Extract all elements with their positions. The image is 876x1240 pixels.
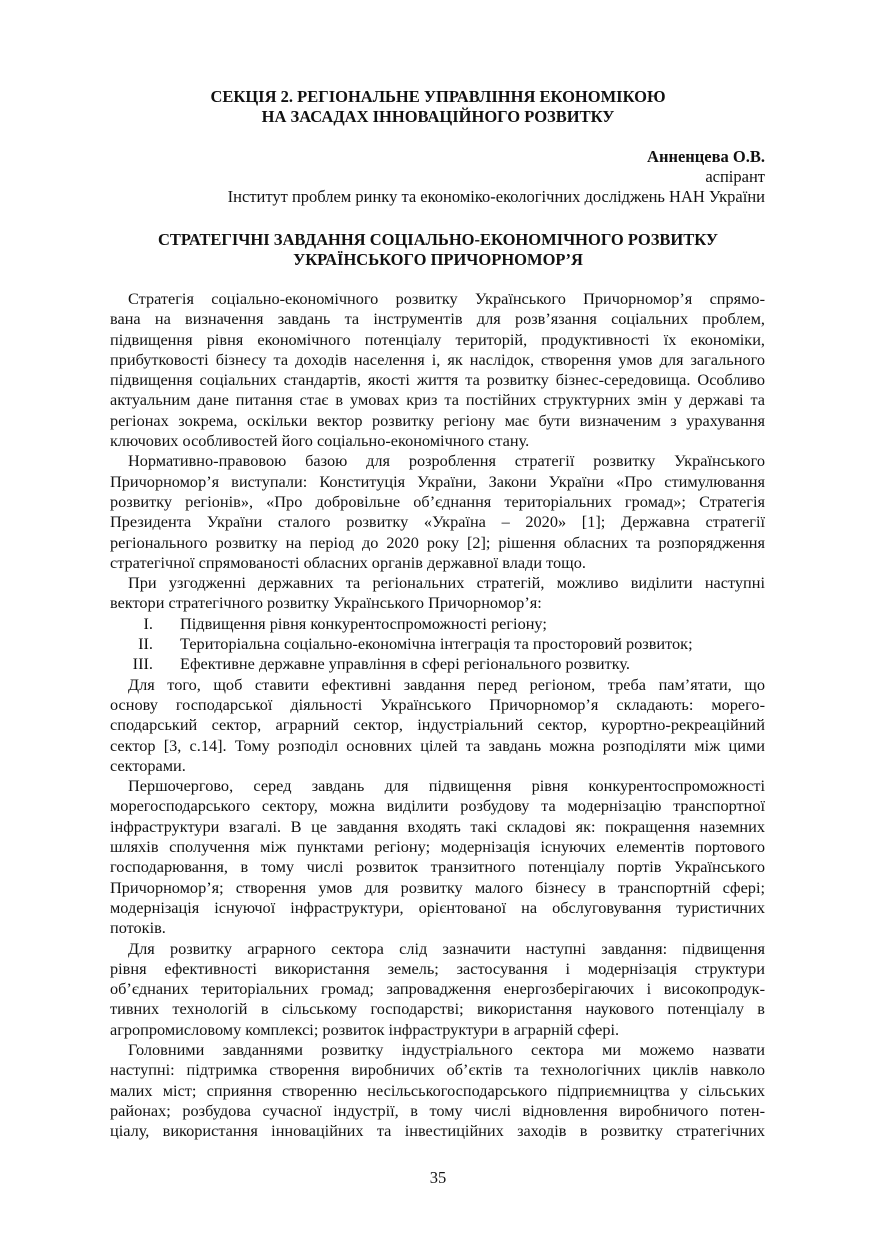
paragraph-line: вана на визначення завдань та інструментів для розв’язання соціальних проблем, [110,309,765,329]
article-title-line-1: СТРАТЕГІЧНІ ЗАВДАННЯ СОЦІАЛЬНО-ЕКОНОМІЧНОГО РОЗВИТКУ [157,230,719,249]
paragraph-line: секторами. [110,755,186,775]
paragraph-line: морегосподарського сектору, можна виділити розбудову та модернізацію транспортної [110,796,765,816]
list-item-text: Ефективне державне управління в сфері регіонального розвитку. [180,654,630,674]
list-item-number: II. [138,634,153,654]
section-title-line-2: НА ЗАСАДАХ ІННОВАЦІЙНОГО РОЗВИТКУ [261,107,615,126]
list-item-number: I. [143,613,153,633]
paragraph-line: Причорномор’я виступали: Конституція України, Закони України «Про стимулювання [110,471,765,491]
paragraph-line: рівня ефективності використання земель; застосування і модернізація структури [110,958,765,978]
list-item-text: Підвищення рівня конкурентоспроможності регіону; [180,613,547,633]
list-item [110,654,765,674]
paragraph-line: Головними завданнями розвитку індустріального сектора ми можемо назвати [128,1039,765,1059]
paragraph-line: ціалу, використання інноваційних та інвестиційних заходів в розвитку стратегічних [110,1121,765,1141]
author-name: Анненцева О.В. [647,147,765,166]
list-item [110,634,765,654]
paragraph-line: агропромисловому комплексі; розвиток інфраструктури в аграрній сфері. [110,1019,620,1039]
paragraph-line: прибутковості бізнесу та доходів населення і, як наслідок, створення умов для загального [110,349,765,369]
paragraph-line: Для того, щоб ставити ефективні завдання перед регіоном, треба пам’ятати, що [128,674,765,694]
paragraph-line: вектори стратегічного розвитку Українського Причорномор’я: [110,593,542,613]
paragraph-line: малих міст; сприяння створенню несільськогосподарського підприємництва у сільських [110,1080,765,1100]
paragraph-line: регіонах зокрема, оскільки вектор розвитку регіону має бути визначеним з урахування [110,410,765,430]
paragraph-line: потоків. [110,918,166,938]
paragraph-line: наступні: підтримка створення виробничих об’єктів та технологічних циклів навколо [110,1060,765,1080]
paragraph-line: тивних технологій в сільському господарстві; використання наукового потенціалу в [110,999,765,1019]
paragraph-line: Першочергово, серед завдань для підвищення рівня конкурентоспроможності [128,776,765,796]
paragraph-line: Для розвитку аграрного сектора слід зазначити наступні завдання: підвищення [128,938,765,958]
article-body [110,289,765,1141]
paragraph-line: сподарський сектор, аграрний сектор, індустріальний сектор, курортно-рекреаційний [110,715,765,735]
paragraph-line: Президента України сталого розвитку «Україна – 2020» [1]; Державна стратегії [110,512,765,532]
paragraph-line: актуальним дане питання стає в умовах криз та постійних структурних змін у державі та [110,390,765,410]
paragraph-line: Причорномор’я; створення умов для розвитку малого бізнесу в транспортній сфері; [110,877,765,897]
list-item-text: Територіальна соціально-економічна інтеграція та просторовий розвиток; [180,634,693,654]
paragraph-line: регіонального розвитку на період до 2020 року [2]; рішення обласних та розпорядження [110,532,765,552]
paragraph-line: сектор [3, с.14]. Тому розподіл основних цілей та завдань можна розподіляти між цими [110,735,765,755]
paragraph-line: підвищення соціальних стандартів, якості життя та розвитку бізнес-середовища. Особливо [110,370,765,390]
paragraph-line: інфраструктури взагалі. В це завдання входять такі складові як: покращення наземних [110,816,765,836]
paragraph-line: ключових особливостей його соціально-економічного стану. [110,431,530,451]
paragraph-line: підвищення рівня економічного потенціалу територій, продуктивності їх економіки, [110,329,765,349]
page-number: 35 [429,1168,447,1187]
paragraph-line: шляхів сполучення між пунктами регіону; модернізація існуючих елементів портового [110,837,765,857]
author-position: аспірант [705,167,765,186]
paragraph-line: При узгодженні державних та регіональних стратегій, можливо виділити наступні [128,573,765,593]
section-title-line-1: СЕКЦІЯ 2. РЕГІОНАЛЬНЕ УПРАВЛІННЯ ЕКОНОМІКОЮ [210,87,666,106]
paragraph-line: районах; розбудова сучасної індустрії, в тому числі відновлення виробничого потен- [110,1100,765,1120]
paragraph-line: Стратегія соціально-економічного розвитку Українського Причорномор’я спрямо- [128,289,765,308]
paragraph-line: об’єднаних територіальних громад; запровадження енергозберігаючих і високопродук- [110,979,765,999]
article-title-line-2: УКРАЇНСЬКОГО ПРИЧОРНОМОР’Я [293,250,583,269]
paragraph-line: стратегічної спрямованості обласних органів державної влади тощо. [110,552,586,572]
paragraph-line: модернізація існуючої інфраструктури, орієнтованої на обслуговування туристичних [110,897,765,917]
list-item [110,614,765,634]
paragraph-line: основу господарської діяльності Українського Причорномор’я складають: морего- [110,694,765,714]
paragraph-line: господарювання, в тому числі розвиток транзитного потенціалу портів Українського [110,857,765,877]
author-affiliation: Інститут проблем ринку та економіко-екологічних досліджень НАН України [227,187,765,206]
paragraph-line: Нормативно-правовою базою для розроблення стратегії розвитку Українського [128,451,765,471]
list-item-number: III. [132,654,153,674]
paragraph-line: розвитку регіонів», «Про добровільне об’єднання територіальних громад»; Стратегія [110,491,765,511]
